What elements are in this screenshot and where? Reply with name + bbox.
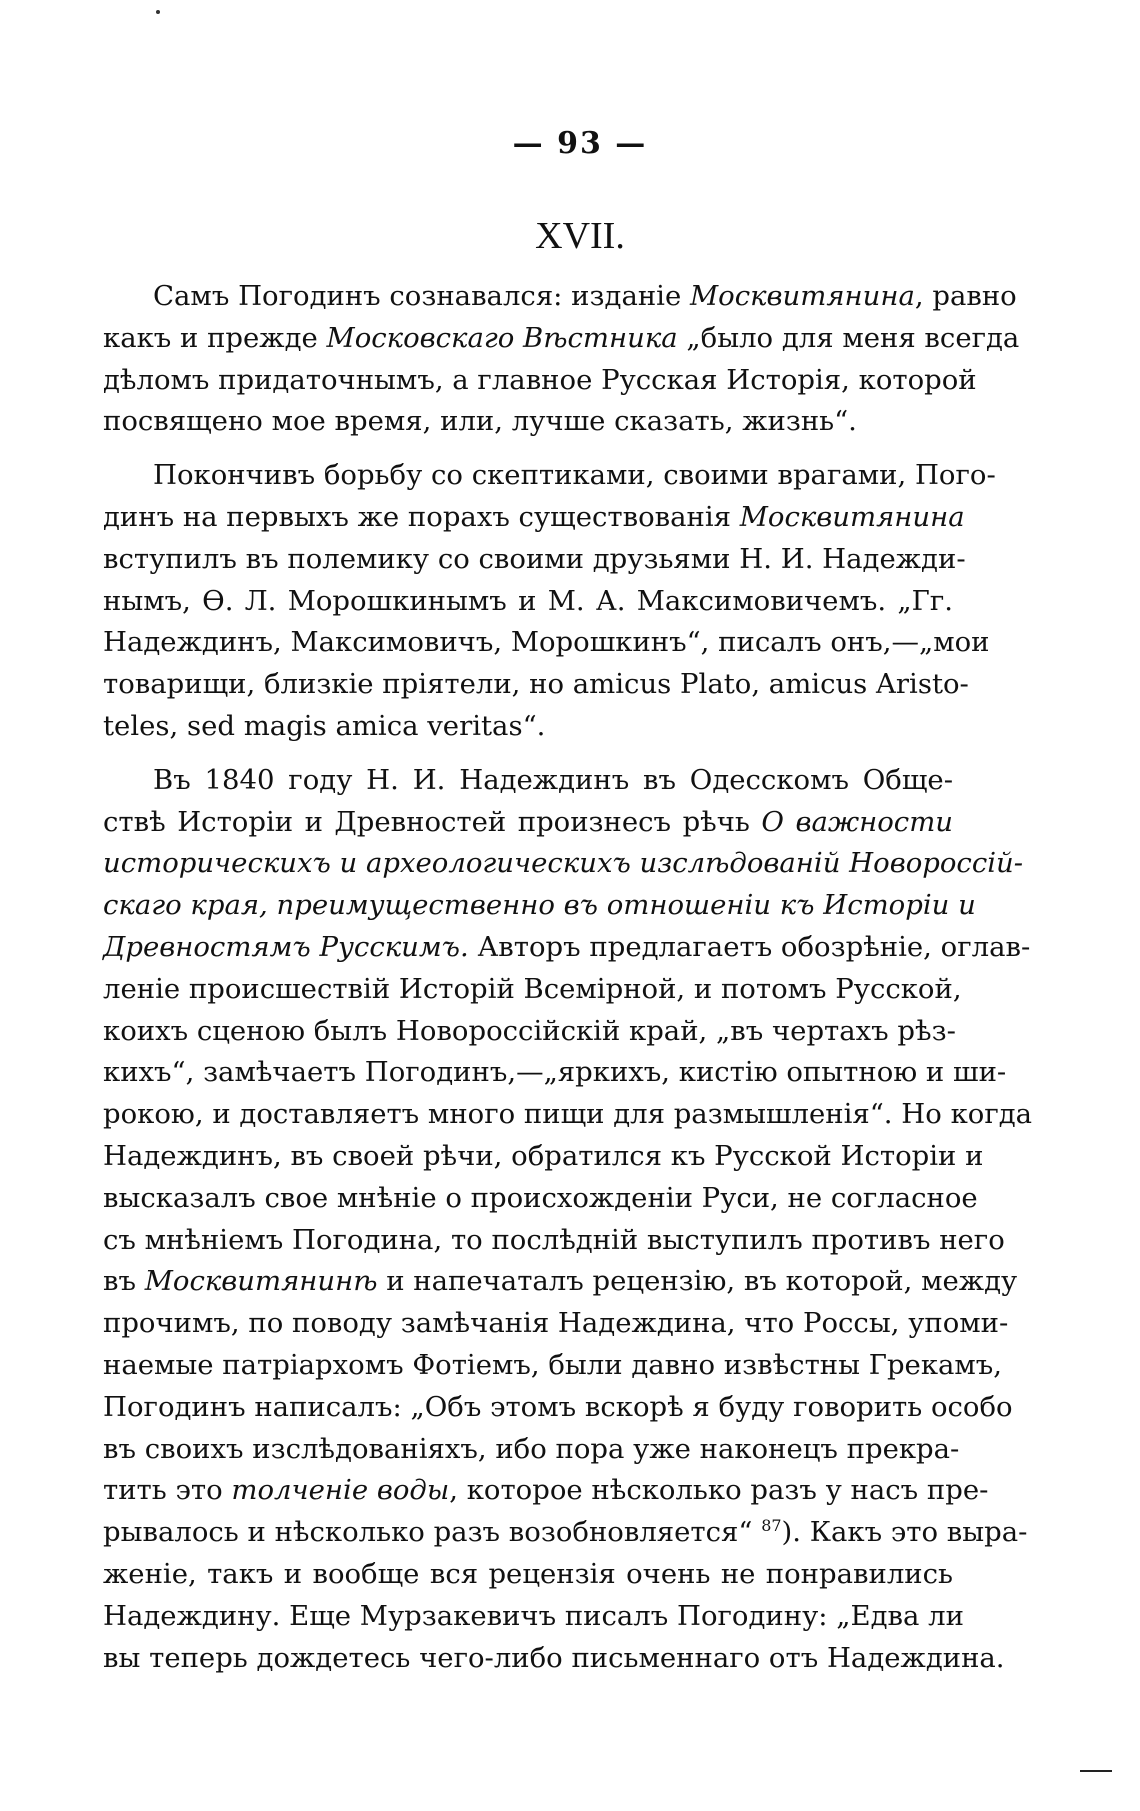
text-segment: тить это	[103, 1474, 232, 1507]
paragraph-gap	[103, 443, 953, 455]
text-segment: наемые патріархомъ Фотіемъ, были давно извѣстны Грекамъ,	[103, 1348, 1003, 1381]
text-line	[103, 539, 966, 581]
page-number: — 93 —	[512, 126, 648, 161]
margin-dash	[1080, 1770, 1112, 1772]
text-segment: динъ на первыхъ же порахъ существованія	[103, 500, 740, 533]
text-segment: рокою, и доставляетъ много пищи для размышленія“. Но когда	[103, 1098, 1033, 1131]
text-segment: леніе происшествій Исторій Всемірной, и потомъ Русской,	[103, 972, 962, 1005]
text-line	[103, 706, 953, 748]
text-segment: Авторъ предлагаетъ обозрѣніе, оглав-	[468, 930, 1031, 963]
text-line	[103, 1094, 1033, 1136]
text-segment: Надеждинъ, въ своей рѣчи, обратился къ Русской Исторіи и	[103, 1139, 984, 1172]
text-line	[103, 318, 1020, 360]
text-line	[103, 1387, 1013, 1429]
text-segment: и напечаталъ рецензію, въ которой, между	[377, 1265, 1018, 1298]
text-segment: съ мнѣніемъ Погодина, то послѣдній выступилъ противъ него	[103, 1223, 1005, 1256]
text-segment: въ	[103, 1265, 145, 1298]
text-segment: кихъ“, замѣчаетъ Погодинъ,—„яркихъ, кистію опытною и ши-	[103, 1056, 1007, 1089]
text-segment: прочимъ, по поводу замѣчанія Надеждина, что Россы, упоми-	[103, 1307, 1009, 1340]
text-line	[103, 664, 969, 706]
text-line	[103, 1011, 956, 1053]
text-line	[103, 401, 953, 443]
text-segment: дѣломъ придаточнымъ, а главное Русская Исторія, которой	[103, 363, 977, 396]
text-line	[103, 760, 953, 802]
text-segment: посвящено мое время, или, лучше сказать, жизнь“.	[103, 405, 857, 438]
text-line	[103, 1345, 1003, 1387]
text-segment: коихъ сценою былъ Новороссійскій край, „въ чертахъ рѣз-	[103, 1014, 956, 1047]
italic-title: Москвитянинѣ	[144, 1265, 378, 1298]
text-segment: вы теперь дождетесь чего-либо письменнаго отъ Надеждина.	[103, 1641, 1005, 1674]
text-segment: вступилъ въ полемику со своими друзьями Н. И. Надежди-	[103, 542, 966, 575]
text-line	[103, 622, 990, 664]
text-segment: , которое нѣсколько разъ у насъ пре-	[449, 1474, 989, 1507]
text-segment: нымъ, Ѳ. Л. Морошкинымъ и М. А. Максимовичемъ. „Гг.	[103, 584, 953, 617]
text-line	[103, 1596, 964, 1638]
text-segment: teles, sed magis amica veritas“.	[103, 709, 546, 742]
italic-title: Московскаго Вѣстника	[326, 321, 678, 354]
text-segment: Самъ Погодинъ сознавался: изданіе	[153, 280, 690, 312]
text-segment: товарищи, близкіе пріятели, но amicus Plato, amicus Aristo-	[103, 668, 969, 701]
text-segment: ствѣ Исторіи и Древностей произнесъ рѣчь	[103, 805, 762, 838]
text-line	[103, 1178, 978, 1220]
text-line	[103, 843, 1024, 885]
text-line	[103, 276, 1017, 318]
text-segment: ). Какъ это выра-	[781, 1516, 1028, 1549]
body-text	[103, 276, 1033, 1679]
text-line	[103, 1220, 1005, 1262]
text-line	[103, 927, 1031, 969]
text-line	[103, 802, 953, 844]
text-line	[103, 1136, 984, 1178]
text-line	[103, 1303, 1009, 1345]
text-line	[103, 581, 953, 623]
italic-title: Москвитянина	[739, 500, 965, 533]
text-line	[103, 1052, 1007, 1094]
text-segment: какъ и прежде	[103, 321, 327, 354]
footnote-marker: 87	[761, 1515, 782, 1535]
text-segment: Надеждину. Еще Мурзакевичъ писалъ Погодину: „Едва ли	[103, 1599, 964, 1632]
text-segment: Въ 1840 году Н. И. Надеждинъ въ Одесскомъ Обще-	[153, 763, 953, 796]
italic-title: Москвитянина	[689, 280, 915, 312]
italic-title: скаго края, преимущественно въ отношеніи къ Исторіи и	[103, 889, 976, 922]
italic-title: Древностямъ Русскимъ.	[103, 930, 469, 963]
text-line	[103, 1429, 960, 1471]
text-segment: „было для меня всегда	[677, 321, 1020, 354]
text-segment: въ своихъ изслѣдованіяхъ, ибо пора уже наконецъ прекра-	[103, 1432, 960, 1465]
italic-title: толченіе воды	[231, 1474, 450, 1507]
text-segment: Погодинъ написалъ: „Объ этомъ вскорѣ я буду говорить особо	[103, 1390, 1013, 1423]
text-segment: рывалось и нѣсколько разъ возобновляется“	[103, 1516, 762, 1549]
text-segment: Надеждинъ, Максимовичъ, Морошкинъ“, писалъ онъ,—„мои	[103, 626, 990, 659]
text-line	[103, 969, 962, 1011]
text-line	[103, 1470, 989, 1512]
text-line	[103, 455, 996, 497]
chapter-heading: XVII.	[535, 215, 625, 257]
text-line	[103, 1512, 1028, 1554]
text-segment: высказалъ свое мнѣніе о происхожденіи Руси, не согласное	[103, 1181, 978, 1214]
paragraph-gap	[103, 748, 953, 760]
italic-title: историческихъ и археологическихъ изслѣдованій Новороссій-	[103, 847, 1024, 880]
print-speck	[156, 10, 160, 14]
text-line	[103, 1554, 953, 1596]
text-line	[103, 497, 965, 539]
text-line	[103, 885, 976, 927]
text-segment: Покончивъ борьбу со скептиками, своими врагами, Пого-	[153, 459, 996, 492]
text-line	[103, 1638, 1005, 1680]
italic-title: О важности	[761, 805, 953, 838]
text-line	[103, 360, 977, 402]
text-segment: женіе, такъ и вообще вся рецензія очень не понравились	[103, 1557, 953, 1590]
text-segment: , равно	[914, 280, 1017, 312]
text-line	[103, 1261, 1018, 1303]
